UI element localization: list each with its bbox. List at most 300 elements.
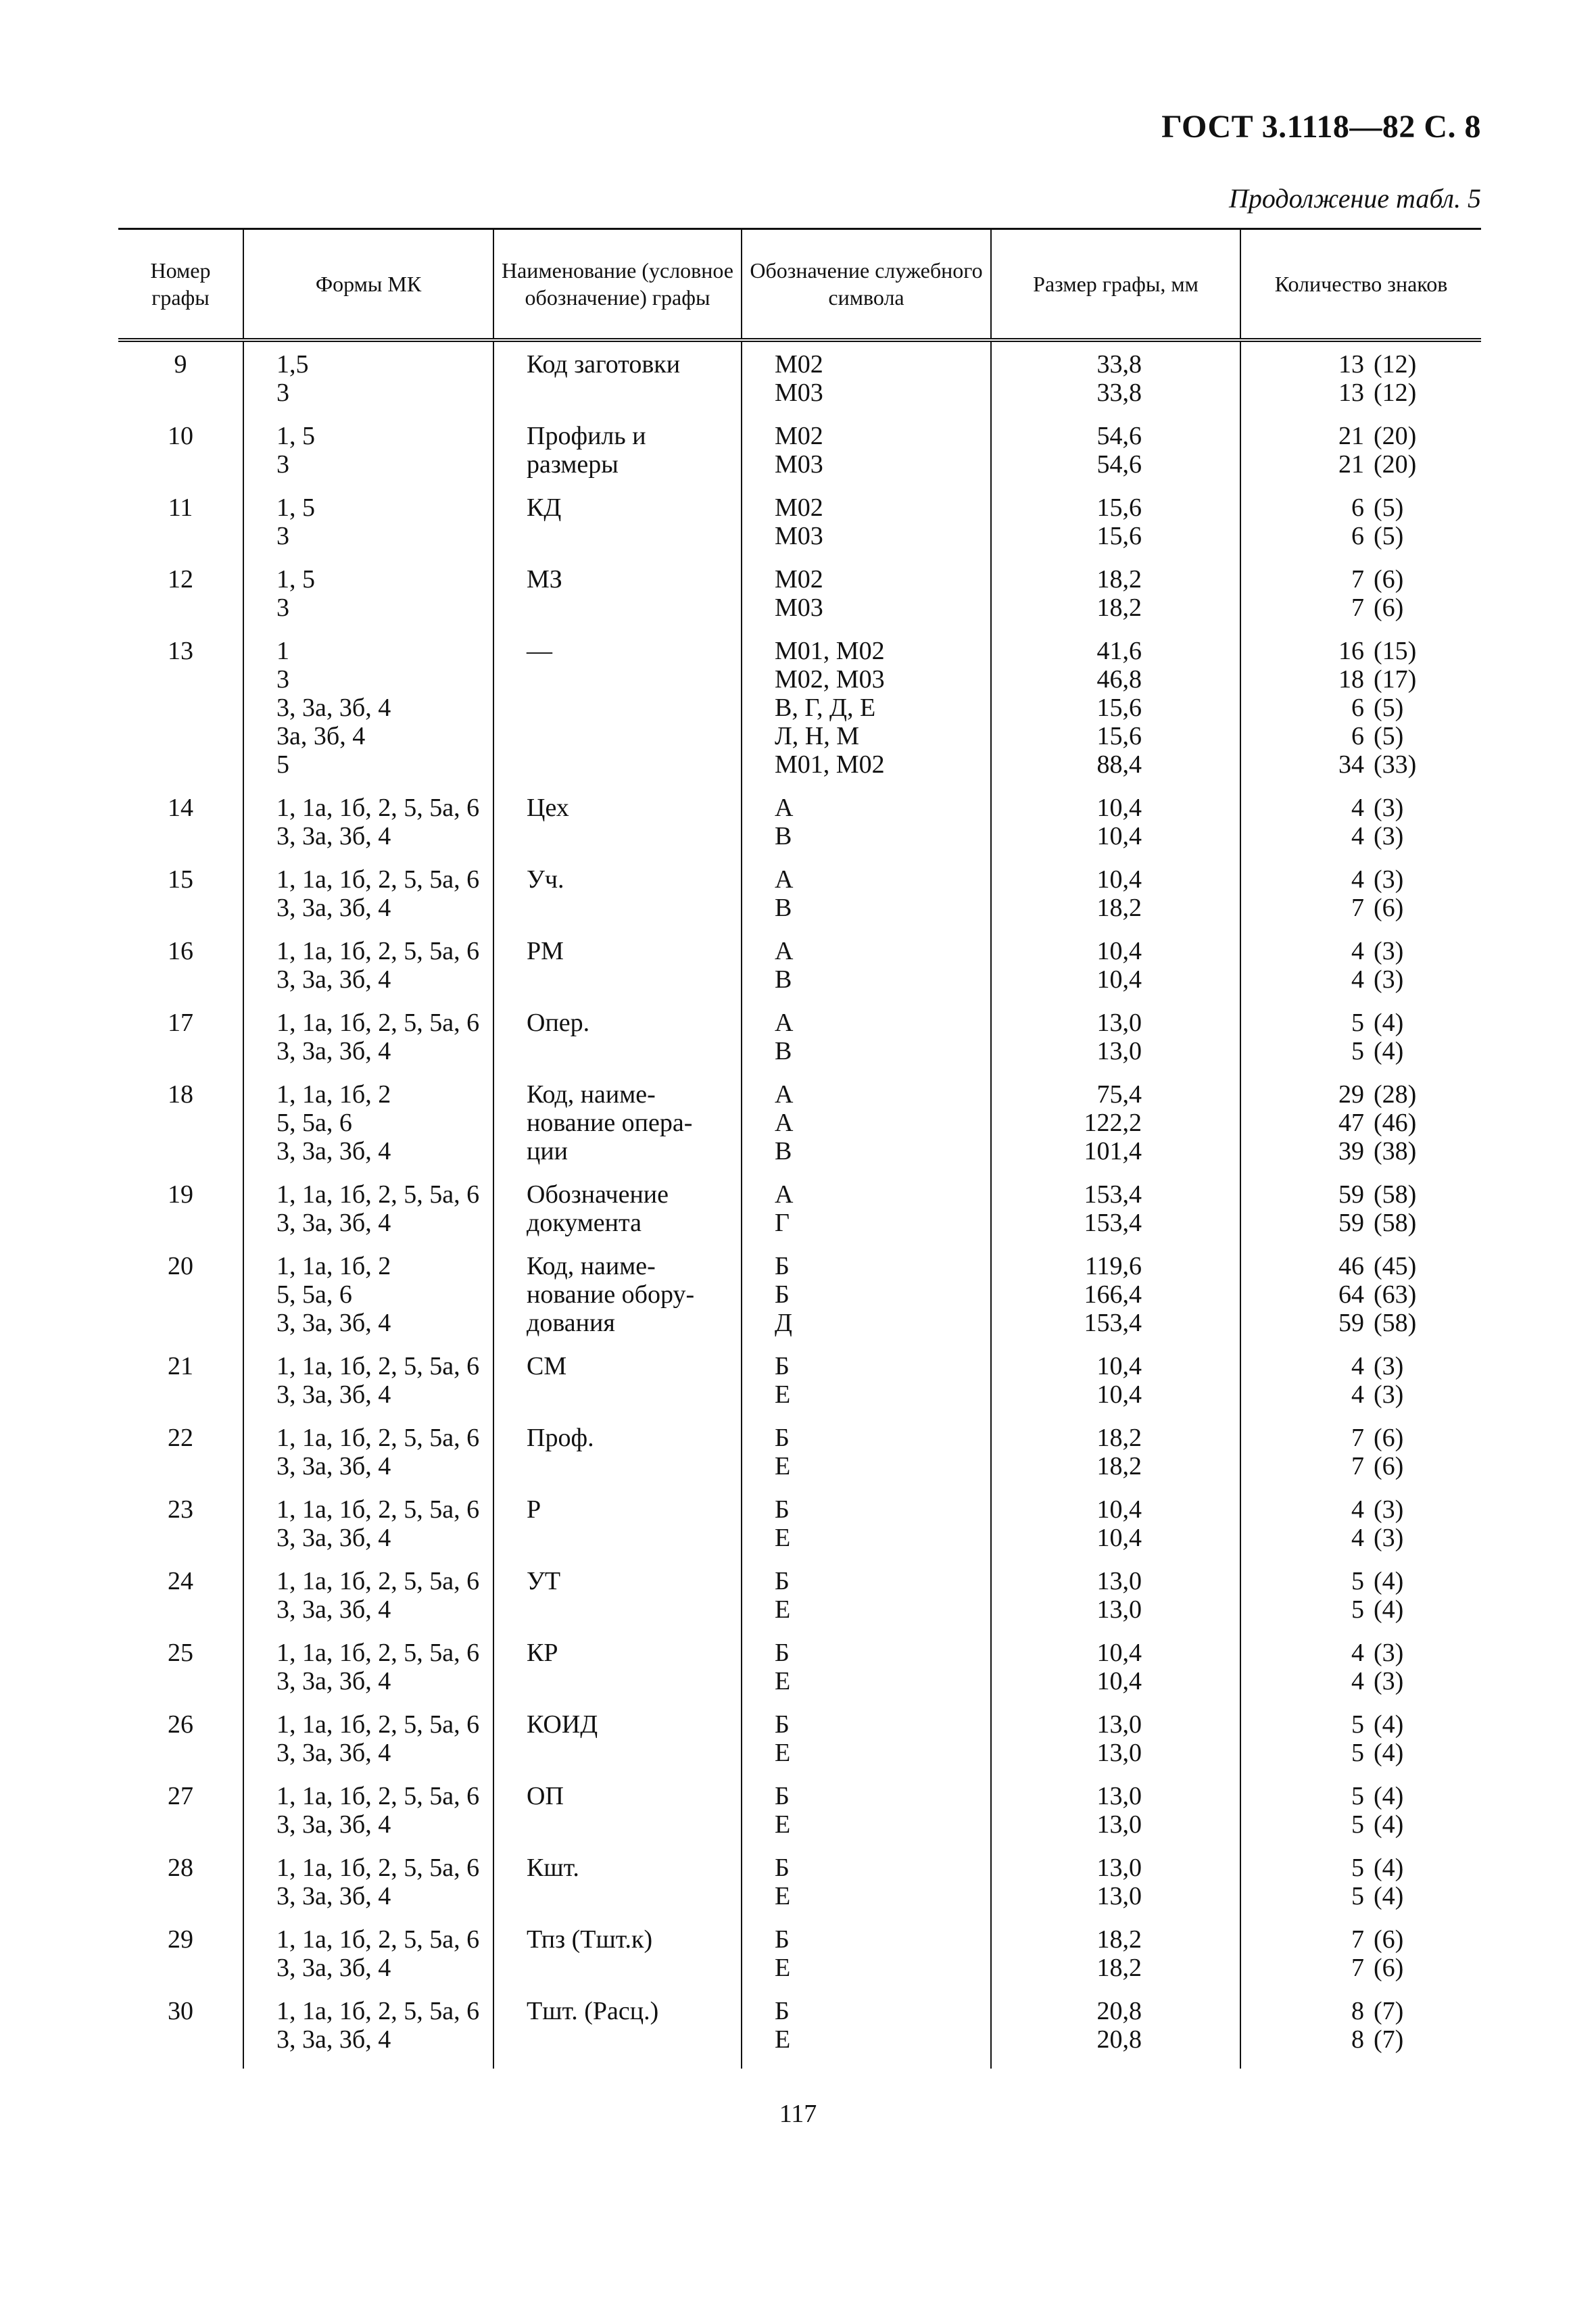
name-line: КР — [527, 1639, 558, 1667]
cell-graph-size — [991, 1925, 1240, 1997]
cell-forms — [243, 865, 493, 937]
name-line: документа — [527, 1209, 642, 1237]
symbol-line: В — [775, 894, 792, 922]
cell-forms — [243, 937, 493, 1009]
forms-line: 3, 3а, 3б, 4 — [276, 894, 391, 922]
forms-line: 5, 5а, 6 — [276, 1109, 352, 1137]
count-line — [1329, 1280, 1481, 1309]
cell-graph-size — [991, 493, 1240, 565]
count-value: 47 — [1338, 1109, 1364, 1137]
count-value: 5 — [1351, 1882, 1364, 1910]
size-line: 122,2 — [1084, 1109, 1142, 1137]
count-alt-value: (28) — [1374, 1080, 1417, 1109]
forms-line: 3, 3а, 3б, 4 — [276, 1954, 391, 1982]
cell-graph-number: 15 — [168, 865, 193, 894]
forms-line: 1, 1а, 1б, 2 — [276, 1080, 391, 1109]
symbol-line: М01, М02 — [775, 637, 885, 665]
count-line — [1329, 1309, 1481, 1337]
count-line — [1329, 1380, 1481, 1409]
cell-forms — [243, 1925, 493, 1997]
size-line: 54,6 — [1096, 450, 1142, 479]
size-line: 46,8 — [1096, 665, 1142, 694]
table-row — [118, 1567, 1481, 1639]
size-line: 18,2 — [1096, 1424, 1142, 1452]
size-line: 33,8 — [1096, 379, 1142, 407]
forms-line: 1, 1а, 1б, 2, 5, 5а, 6 — [276, 937, 480, 965]
cell-graph-size — [991, 1997, 1240, 2069]
symbol-line: В — [775, 965, 792, 994]
count-line — [1329, 1037, 1481, 1065]
forms-line: 1, 1а, 1б, 2, 5, 5а, 6 — [276, 1997, 480, 2025]
cell-graph-size — [991, 340, 1240, 422]
count-alt-value: (38) — [1374, 1137, 1417, 1165]
table-row — [118, 794, 1481, 865]
name-line: СМ — [527, 1352, 567, 1380]
name-line: Код, наиме- — [527, 1080, 656, 1109]
count-line — [1329, 1997, 1481, 2025]
cell-graph-name — [493, 1009, 742, 1080]
name-line: Код заготовки — [527, 350, 681, 379]
size-line: 10,4 — [1096, 1524, 1142, 1552]
count-alt-value: (33) — [1374, 750, 1417, 779]
size-line: 13,0 — [1096, 1567, 1142, 1595]
size-line: 10,4 — [1096, 1639, 1142, 1667]
forms-line: 3, 3а, 3б, 4 — [276, 1380, 391, 1409]
cell-graph-size — [991, 1639, 1240, 1710]
size-line: 18,2 — [1096, 1452, 1142, 1480]
cell-graph-size — [991, 1009, 1240, 1080]
forms-line: 1,5 — [276, 350, 309, 379]
size-line: 153,4 — [1084, 1309, 1142, 1337]
cell-char-count — [1240, 865, 1481, 937]
count-alt-value: (6) — [1374, 1452, 1404, 1480]
count-line — [1329, 822, 1481, 850]
count-value: 7 — [1351, 565, 1364, 594]
cell-forms — [243, 1639, 493, 1710]
size-line: 88,4 — [1096, 750, 1142, 779]
size-line: 13,0 — [1096, 1882, 1142, 1910]
count-line — [1329, 794, 1481, 822]
size-line: 18,2 — [1096, 1954, 1142, 1982]
cell-graph-size — [991, 1782, 1240, 1854]
forms-line: 1, 1а, 1б, 2, 5, 5а, 6 — [276, 1352, 480, 1380]
table-row — [118, 340, 1481, 422]
count-line — [1329, 594, 1481, 622]
cell-graph-name — [493, 1495, 742, 1567]
cell-forms — [243, 340, 493, 422]
cell-char-count — [1240, 1782, 1481, 1854]
count-alt-value: (58) — [1374, 1209, 1417, 1237]
name-line: Тпз (Тшт.к) — [527, 1925, 653, 1954]
count-line — [1329, 1739, 1481, 1767]
cell-graph-number: 21 — [168, 1352, 193, 1380]
count-alt-value: (6) — [1374, 1925, 1404, 1954]
count-line — [1329, 665, 1481, 694]
size-line: 10,4 — [1096, 794, 1142, 822]
symbol-line: М03 — [775, 594, 823, 622]
table-header — [118, 229, 1481, 341]
forms-line: 3, 3а, 3б, 4 — [276, 1137, 391, 1165]
count-value: 5 — [1351, 1854, 1364, 1882]
cell-char-count — [1240, 422, 1481, 493]
forms-line: 3 — [276, 594, 289, 622]
cell-graph-name — [493, 1567, 742, 1639]
forms-line: 3, 3а, 3б, 4 — [276, 1810, 391, 1839]
symbol-line: Б — [775, 1352, 790, 1380]
symbol-line: М03 — [775, 450, 823, 479]
name-line: ОП — [527, 1782, 564, 1810]
size-line: 10,4 — [1096, 965, 1142, 994]
size-line: 13,0 — [1096, 1595, 1142, 1624]
cell-graph-size — [991, 422, 1240, 493]
cell-graph-name — [493, 1424, 742, 1495]
size-line: 101,4 — [1084, 1137, 1142, 1165]
cell-graph-number: 18 — [168, 1080, 193, 1109]
forms-line: 1, 1а, 1б, 2, 5, 5а, 6 — [276, 865, 480, 894]
cell-service-symbol — [742, 1639, 991, 1710]
size-line: 75,4 — [1096, 1080, 1142, 1109]
forms-line: 3, 3а, 3б, 4 — [276, 1037, 391, 1065]
cell-forms — [243, 794, 493, 865]
column-header-size: Размер графы, мм — [991, 229, 1240, 341]
cell-char-count — [1240, 493, 1481, 565]
count-line — [1329, 1710, 1481, 1739]
count-value: 5 — [1351, 1037, 1364, 1065]
table-row — [118, 1252, 1481, 1352]
cell-service-symbol — [742, 340, 991, 422]
cell-service-symbol — [742, 493, 991, 565]
count-alt-value: (7) — [1374, 1997, 1404, 2025]
forms-line: 1, 5 — [276, 422, 315, 450]
count-alt-value: (20) — [1374, 422, 1417, 450]
table-row — [118, 1424, 1481, 1495]
symbol-line: Е — [775, 1882, 791, 1910]
count-line — [1329, 937, 1481, 965]
cell-graph-name — [493, 493, 742, 565]
count-alt-value: (3) — [1374, 1524, 1404, 1552]
forms-line: 3 — [276, 522, 289, 550]
count-alt-value: (58) — [1374, 1180, 1417, 1209]
symbol-line: М01, М02 — [775, 750, 885, 779]
count-line — [1329, 1352, 1481, 1380]
count-line — [1329, 379, 1481, 407]
size-line: 13,0 — [1096, 1782, 1142, 1810]
symbol-line: Б — [775, 1997, 790, 2025]
size-line: 10,4 — [1096, 1667, 1142, 1695]
count-alt-value: (6) — [1374, 594, 1404, 622]
size-line: 20,8 — [1096, 1997, 1142, 2025]
forms-line: 3, 3а, 3б, 4 — [276, 1739, 391, 1767]
cell-char-count — [1240, 1997, 1481, 2069]
count-line — [1329, 1137, 1481, 1165]
forms-line: 3, 3а, 3б, 4 — [276, 2025, 391, 2054]
count-value: 7 — [1351, 594, 1364, 622]
cell-forms — [243, 1424, 493, 1495]
count-line — [1329, 894, 1481, 922]
count-value: 5 — [1351, 1739, 1364, 1767]
cell-graph-number: 27 — [168, 1782, 193, 1810]
count-alt-value: (6) — [1374, 1424, 1404, 1452]
cell-graph-name — [493, 1080, 742, 1180]
table-row — [118, 1639, 1481, 1710]
count-value: 21 — [1338, 450, 1364, 479]
symbol-line: А — [775, 1109, 794, 1137]
cell-service-symbol — [742, 637, 991, 794]
symbol-line: М02, М03 — [775, 665, 885, 694]
size-line: 10,4 — [1096, 1495, 1142, 1524]
name-line: Кшт. — [527, 1854, 579, 1882]
cell-service-symbol — [742, 1352, 991, 1424]
forms-line: 3, 3а, 3б, 4 — [276, 1209, 391, 1237]
count-line — [1329, 2025, 1481, 2054]
symbol-line: В — [775, 822, 792, 850]
count-value: 59 — [1338, 1209, 1364, 1237]
symbol-line: Б — [775, 1252, 790, 1280]
size-line: 18,2 — [1096, 565, 1142, 594]
cell-service-symbol — [742, 865, 991, 937]
cell-graph-size — [991, 1424, 1240, 1495]
count-line — [1329, 1209, 1481, 1237]
cell-char-count — [1240, 1080, 1481, 1180]
table-body — [118, 340, 1481, 2069]
count-line — [1329, 1639, 1481, 1667]
count-alt-value: (4) — [1374, 1710, 1404, 1739]
name-line: РМ — [527, 937, 564, 965]
document-header: ГОСТ 3.1118—82 С. 8 — [1161, 109, 1481, 145]
cell-service-symbol — [742, 794, 991, 865]
size-line: 15,6 — [1096, 694, 1142, 722]
name-line: дования — [527, 1309, 615, 1337]
cell-graph-number: 22 — [168, 1424, 193, 1452]
table-row — [118, 865, 1481, 937]
count-line — [1329, 1595, 1481, 1624]
count-value: 4 — [1351, 965, 1364, 994]
count-value: 16 — [1338, 637, 1364, 665]
column-header-forms: Формы МК — [243, 229, 493, 341]
cell-graph-name — [493, 1782, 742, 1854]
count-value: 39 — [1338, 1137, 1364, 1165]
name-line: УТ — [527, 1567, 561, 1595]
count-line — [1329, 1452, 1481, 1480]
count-alt-value: (12) — [1374, 379, 1417, 407]
symbol-line: А — [775, 1180, 794, 1209]
cell-char-count — [1240, 1710, 1481, 1782]
count-line — [1329, 1180, 1481, 1209]
count-alt-value: (3) — [1374, 965, 1404, 994]
cell-graph-size — [991, 1854, 1240, 1925]
cell-forms — [243, 565, 493, 637]
forms-line: 1 — [276, 637, 289, 665]
count-line — [1329, 522, 1481, 550]
cell-graph-size — [991, 865, 1240, 937]
count-value: 7 — [1351, 1452, 1364, 1480]
symbol-line: Е — [775, 1667, 791, 1695]
count-line — [1329, 450, 1481, 479]
name-line: КОИД — [527, 1710, 598, 1739]
cell-graph-number: 26 — [168, 1710, 193, 1739]
size-line: 15,6 — [1096, 522, 1142, 550]
forms-line: 3, 3а, 3б, 4 — [276, 1452, 391, 1480]
count-line — [1329, 350, 1481, 379]
symbol-line: Б — [775, 1854, 790, 1882]
cell-graph-name — [493, 1997, 742, 2069]
cell-service-symbol — [742, 1180, 991, 1252]
size-line: 20,8 — [1096, 2025, 1142, 2054]
cell-graph-size — [991, 1352, 1240, 1424]
count-value: 4 — [1351, 1380, 1364, 1409]
forms-line: 1, 1а, 1б, 2, 5, 5а, 6 — [276, 1854, 480, 1882]
forms-line: 1, 5 — [276, 493, 315, 522]
cell-char-count — [1240, 794, 1481, 865]
symbol-line: М02 — [775, 493, 823, 522]
cell-forms — [243, 1252, 493, 1352]
cell-graph-name — [493, 422, 742, 493]
count-alt-value: (4) — [1374, 1037, 1404, 1065]
size-line: 153,4 — [1084, 1209, 1142, 1237]
count-alt-value: (3) — [1374, 1495, 1404, 1524]
count-value: 13 — [1338, 350, 1364, 379]
symbol-line: Д — [775, 1309, 792, 1337]
count-line — [1329, 565, 1481, 594]
size-line: 18,2 — [1096, 894, 1142, 922]
cell-char-count — [1240, 1180, 1481, 1252]
count-alt-value: (6) — [1374, 565, 1404, 594]
count-line — [1329, 1080, 1481, 1109]
count-alt-value: (58) — [1374, 1309, 1417, 1337]
table-row — [118, 1854, 1481, 1925]
forms-line: 3, 3а, 3б, 4 — [276, 965, 391, 994]
table-row — [118, 1352, 1481, 1424]
cell-forms — [243, 1009, 493, 1080]
cell-graph-number: 13 — [168, 637, 193, 665]
count-alt-value: (3) — [1374, 1380, 1404, 1409]
name-line: Обозначение — [527, 1180, 669, 1209]
forms-line: 1, 5 — [276, 565, 315, 594]
forms-line: 3, 3а, 3б, 4 — [276, 694, 391, 722]
cell-graph-number: 16 — [168, 937, 193, 965]
size-line: 13,0 — [1096, 1037, 1142, 1065]
count-alt-value: (4) — [1374, 1595, 1404, 1624]
cell-graph-size — [991, 937, 1240, 1009]
count-line — [1329, 1567, 1481, 1595]
cell-graph-number: 14 — [168, 794, 193, 822]
count-alt-value: (3) — [1374, 865, 1404, 894]
cell-forms — [243, 1080, 493, 1180]
name-line: Р — [527, 1495, 541, 1524]
name-line: Опер. — [527, 1009, 590, 1037]
name-line: Тшт. (Расц.) — [527, 1997, 659, 2025]
forms-line: 1, 1а, 1б, 2, 5, 5а, 6 — [276, 1495, 480, 1524]
column-header-number: Номер графы — [118, 229, 243, 341]
count-line — [1329, 1782, 1481, 1810]
count-line — [1329, 1252, 1481, 1280]
count-value: 4 — [1351, 865, 1364, 894]
cell-char-count — [1240, 565, 1481, 637]
table-row — [118, 1997, 1481, 2069]
count-alt-value: (4) — [1374, 1782, 1404, 1810]
forms-line: 1, 1а, 1б, 2, 5, 5а, 6 — [276, 1925, 480, 1954]
count-value: 7 — [1351, 894, 1364, 922]
name-line: нование опера- — [527, 1109, 693, 1137]
page-number: 117 — [779, 2100, 817, 2128]
name-line: Профиль и — [527, 422, 646, 450]
forms-line: 1, 1а, 1б, 2, 5, 5а, 6 — [276, 1639, 480, 1667]
count-alt-value: (3) — [1374, 937, 1404, 965]
count-line — [1329, 694, 1481, 722]
size-line: 18,2 — [1096, 594, 1142, 622]
forms-line: 3, 3а, 3б, 4 — [276, 1309, 391, 1337]
cell-graph-name — [493, 1639, 742, 1710]
cell-service-symbol — [742, 1854, 991, 1925]
size-line: 119,6 — [1084, 1252, 1142, 1280]
forms-line: 3а, 3б, 4 — [276, 722, 366, 750]
cell-service-symbol — [742, 1782, 991, 1854]
column-header-symbol: Обозначение служебного символа — [742, 229, 991, 341]
cell-char-count — [1240, 1352, 1481, 1424]
cell-char-count — [1240, 1854, 1481, 1925]
count-alt-value: (3) — [1374, 1352, 1404, 1380]
cell-service-symbol — [742, 565, 991, 637]
table-row — [118, 565, 1481, 637]
name-line: Уч. — [527, 865, 564, 894]
count-line — [1329, 1009, 1481, 1037]
count-alt-value: (4) — [1374, 1739, 1404, 1767]
count-value: 6 — [1351, 722, 1364, 750]
name-line: КД — [527, 493, 562, 522]
cell-service-symbol — [742, 1710, 991, 1782]
count-alt-value: (63) — [1374, 1280, 1417, 1309]
cell-graph-name — [493, 565, 742, 637]
symbol-line: В, Г, Д, Е — [775, 694, 876, 722]
cell-service-symbol — [742, 1495, 991, 1567]
count-alt-value: (45) — [1374, 1252, 1417, 1280]
count-value: 5 — [1351, 1710, 1364, 1739]
count-alt-value: (5) — [1374, 493, 1404, 522]
count-value: 4 — [1351, 1524, 1364, 1552]
cell-graph-number: 20 — [168, 1252, 193, 1280]
cell-graph-size — [991, 1495, 1240, 1567]
cell-graph-size — [991, 1567, 1240, 1639]
count-alt-value: (3) — [1374, 822, 1404, 850]
count-alt-value: (12) — [1374, 350, 1417, 379]
count-value: 6 — [1351, 522, 1364, 550]
table-row — [118, 1080, 1481, 1180]
symbol-line: А — [775, 1009, 794, 1037]
cell-forms — [243, 422, 493, 493]
table-row — [118, 1782, 1481, 1854]
count-line — [1329, 637, 1481, 665]
size-line: 41,6 — [1096, 637, 1142, 665]
table-row — [118, 1180, 1481, 1252]
cell-service-symbol — [742, 1252, 991, 1352]
forms-line: 3, 3а, 3б, 4 — [276, 822, 391, 850]
cell-graph-size — [991, 565, 1240, 637]
forms-line: 1, 1а, 1б, 2, 5, 5а, 6 — [276, 1710, 480, 1739]
cell-forms — [243, 1495, 493, 1567]
size-line: 54,6 — [1096, 422, 1142, 450]
count-value: 21 — [1338, 422, 1364, 450]
cell-graph-size — [991, 637, 1240, 794]
table-continuation-label: Продолжение табл. 5 — [1228, 183, 1481, 214]
cell-forms — [243, 637, 493, 794]
count-value: 5 — [1351, 1009, 1364, 1037]
count-line — [1329, 422, 1481, 450]
size-line: 10,4 — [1096, 1352, 1142, 1380]
forms-line: 3 — [276, 379, 289, 407]
cell-graph-name — [493, 937, 742, 1009]
forms-line: 1, 1а, 1б, 2, 5, 5а, 6 — [276, 1782, 480, 1810]
size-line: 33,8 — [1096, 350, 1142, 379]
